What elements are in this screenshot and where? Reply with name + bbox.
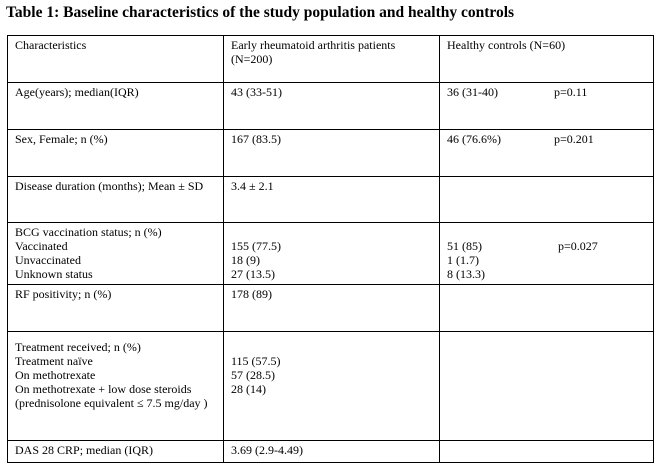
- row-characteristic: Age(years); median(IQR): [8, 83, 224, 130]
- baseline-characteristics-table: [7, 35, 654, 463]
- row-controls: 36 (31-40) p=0.11: [440, 83, 654, 130]
- table-row: [8, 130, 654, 177]
- row-patients: 115 (57.5) 57 (28.5) 28 (14): [224, 332, 440, 441]
- p-value: p=0.11: [554, 85, 588, 99]
- row-controls: [440, 441, 654, 463]
- row-controls: 51 (85) 1 (1.7) 8 (13.3) p=0.027: [440, 223, 654, 285]
- header-controls: Healthy controls (N=60): [440, 36, 654, 83]
- table-row: [8, 285, 654, 332]
- table-row: [8, 332, 654, 441]
- table-row: [8, 83, 654, 130]
- table-row: [8, 441, 654, 463]
- header-characteristics: Characteristics: [8, 36, 224, 83]
- row-patients: 155 (77.5) 18 (9) 27 (13.5): [224, 223, 440, 285]
- table-row: [8, 223, 654, 285]
- table-header-row: [8, 36, 654, 83]
- row-controls: [440, 285, 654, 332]
- row-characteristic: Disease duration (months); Mean ± SD: [8, 177, 224, 223]
- table-row: [8, 177, 654, 223]
- row-controls: 46 (76.6%) p=0.201: [440, 130, 654, 177]
- table-caption: Table 1: Baseline characteristics of the study population and healthy controls: [6, 4, 515, 21]
- row-patients: 178 (89): [224, 285, 440, 332]
- header-patients: Early rheumatoid arthritis patients (N=200): [224, 36, 440, 83]
- row-characteristic: Sex, Female; n (%): [8, 130, 224, 177]
- p-value: p=0.027: [558, 239, 598, 253]
- row-characteristic: BCG vaccination status; n (%) Vaccinated Unvaccinated Unknown status: [8, 223, 224, 285]
- row-patients: 3.4 ± 2.1: [224, 177, 440, 223]
- p-value: p=0.201: [554, 132, 594, 146]
- row-patients: 3.69 (2.9-4.49): [224, 441, 440, 463]
- row-characteristic: RF positivity; n (%): [8, 285, 224, 332]
- row-characteristic: Treatment received; n (%) Treatment naïve On methotrexate On methotrexate + low dose steroids (prednisolone equivalent ≤ 7.5 mg/day ): [8, 332, 224, 441]
- row-patients: 167 (83.5): [224, 130, 440, 177]
- row-patients: 43 (33-51): [224, 83, 440, 130]
- row-controls: [440, 177, 654, 223]
- row-controls: [440, 332, 654, 441]
- row-characteristic: DAS 28 CRP; median (IQR): [8, 441, 224, 463]
